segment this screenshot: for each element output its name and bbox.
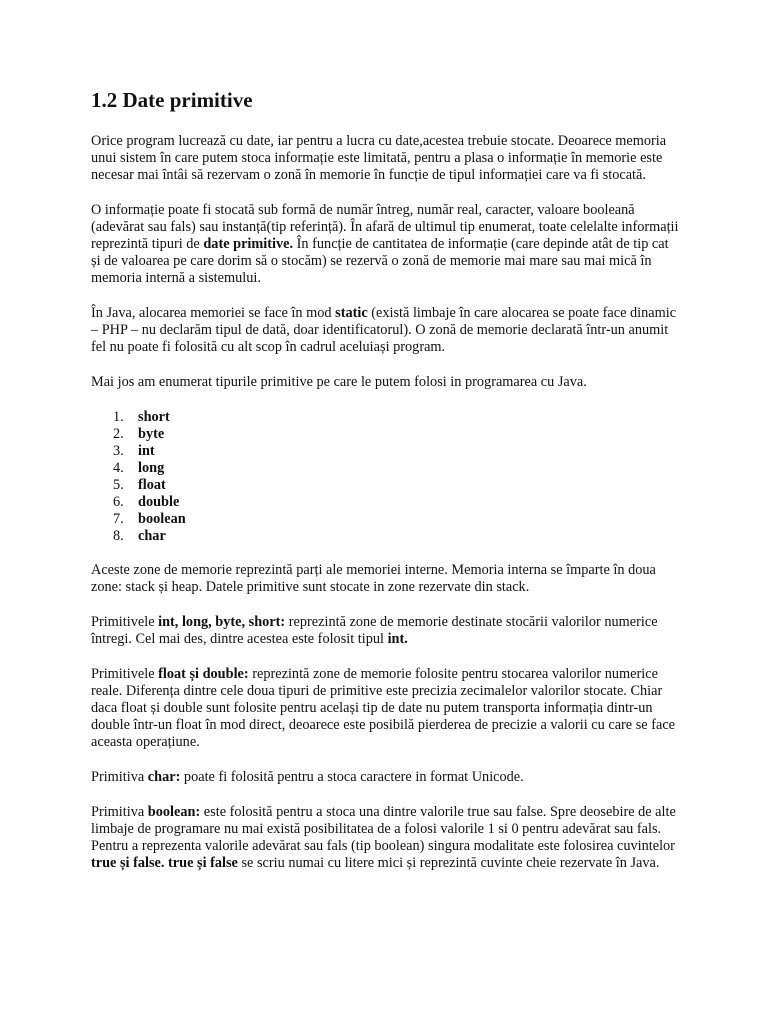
bold-text: char: [147,769,181,785]
text-run: Primitivele [91,614,159,630]
text-run: Primitiva [91,804,148,820]
text-run: Primitivele [91,666,159,682]
text-run: O informație poate fi stocată sub formă de număr întreg, număr real, caracter, valoare booleană (adevărat sau fals) sau instanță(tip referință). În afară de ultimul tip enumerat, toate celelalte informații reprezintă tipuri de [91,202,679,252]
list-item [91,460,681,477]
text-run: reprezintă zone de memorie folosite pentru stocarea valorilor numerice reale. Diferența dintre cele doua tipuri de primitive este precizia zecimalelor valorilor stocate. Chiar daca float și double sunt folosite pentru același tip de date nu putem transporta informația dintr-un double într-un float în mod direct, deoarece este posibilă pierderea de precizie a valorii cu care se face aceasta operațiune. [91,666,676,750]
text-run: În funcție de cantitatea de informație (care depinde atât de tip cat și de valoarea pe care dorim să o stocăm) se rezervă o zonă de memorie mai mare sau mai mică în memoria internă a sistemului. [91,236,669,286]
paragraph-primitive-definition [91,202,681,287]
paragraph-char-primitive [91,769,681,786]
text-run: este folosită pentru a stoca una dintre valorile true sau false. Spre deosebire de alte limbaje de programare nu mai există posibilitatea de a folosi valorile 1 si 0 pentru adevărat sau fals. Pentru a reprezenta valorile adevărat sau fals (tip boolean) singura modalitate este folosirea cuvintelor [91,804,676,854]
bold-text: date primitive. [203,236,294,252]
list-number: 4. [113,460,124,476]
list-number: 3. [113,443,124,459]
type-name: char [138,528,166,544]
list-item [91,477,681,494]
bold-text: true și false. true și false [91,855,238,871]
list-number: 6. [113,494,124,510]
text-run: reprezintă zone de memorie destinate stocării valorilor numerice întregi. Cel mai des, dintre acestea este folosit tipul [91,614,658,647]
bold-text: static [335,305,368,321]
paragraph-list-intro: Mai jos am enumerat tipurile primitive pe care le putem folosi in programarea cu Java. [91,374,587,390]
paragraph-intro: Orice program lucrează cu date, iar pentru a lucra cu date,acestea trebuie stocate. Deoarece memoria unui sistem în care putem stoca informație este limitată, pentru a plasa o informație în memorie este necesar mai întâi să rezervam o zonă în memorie în funcție de tipul informației care va fi stocată. [91,133,667,183]
paragraph-integer-primitives [91,614,681,648]
list-number: 2. [113,426,124,442]
primitive-types-list [91,409,681,545]
type-name: long [138,460,165,476]
type-name: int [138,443,155,459]
text-run: Primitiva [91,769,148,785]
list-item [91,409,681,426]
list-number: 8. [113,528,124,544]
type-name: float [138,477,166,493]
paragraph-java-allocation [91,305,681,356]
list-item [91,494,681,511]
text-run: se scriu numai cu litere mici și reprezintă cuvinte cheie rezervate în Java. [237,855,660,871]
paragraph-memory-zones: Aceste zone de memorie reprezintă parți ale memoriei interne. Memoria interna se împarte în doua zone: stack și heap. Datele primitive sunt stocate in zone rezervate din stack. [91,562,656,595]
type-name: byte [138,426,165,442]
bold-text: int. [387,631,408,647]
paragraph-boolean-primitive [91,804,681,872]
list-number: 1. [113,409,124,425]
section-heading: 1.2 Date primitive [91,88,253,112]
list-number: 7. [113,511,124,527]
list-item [91,426,681,443]
text-run: poate fi folosită pentru a stoca caractere in format Unicode. [180,769,524,785]
document-content [91,86,681,890]
text-run: În Java, alocarea memoriei se face în mod [91,305,336,321]
bold-text: int, long, byte, short: [158,614,286,630]
bold-text: boolean: [147,804,201,820]
text-run: (există limbaje în care alocarea se poate face dinamic – PHP – nu declarăm tipul de dată, doar identificatorul). O zonă de memorie declarată într-un anumit fel nu poate fi folosită cu alt scop în cadrul aceluiași program. [91,305,677,355]
paragraph-real-primitives [91,666,681,751]
list-item [91,443,681,460]
type-name: short [138,409,170,425]
list-item [91,511,681,528]
bold-text: float și double: [158,666,249,682]
type-name: boolean [138,511,186,527]
list-number: 5. [113,477,124,493]
type-name: double [138,494,180,510]
list-item [91,528,681,545]
